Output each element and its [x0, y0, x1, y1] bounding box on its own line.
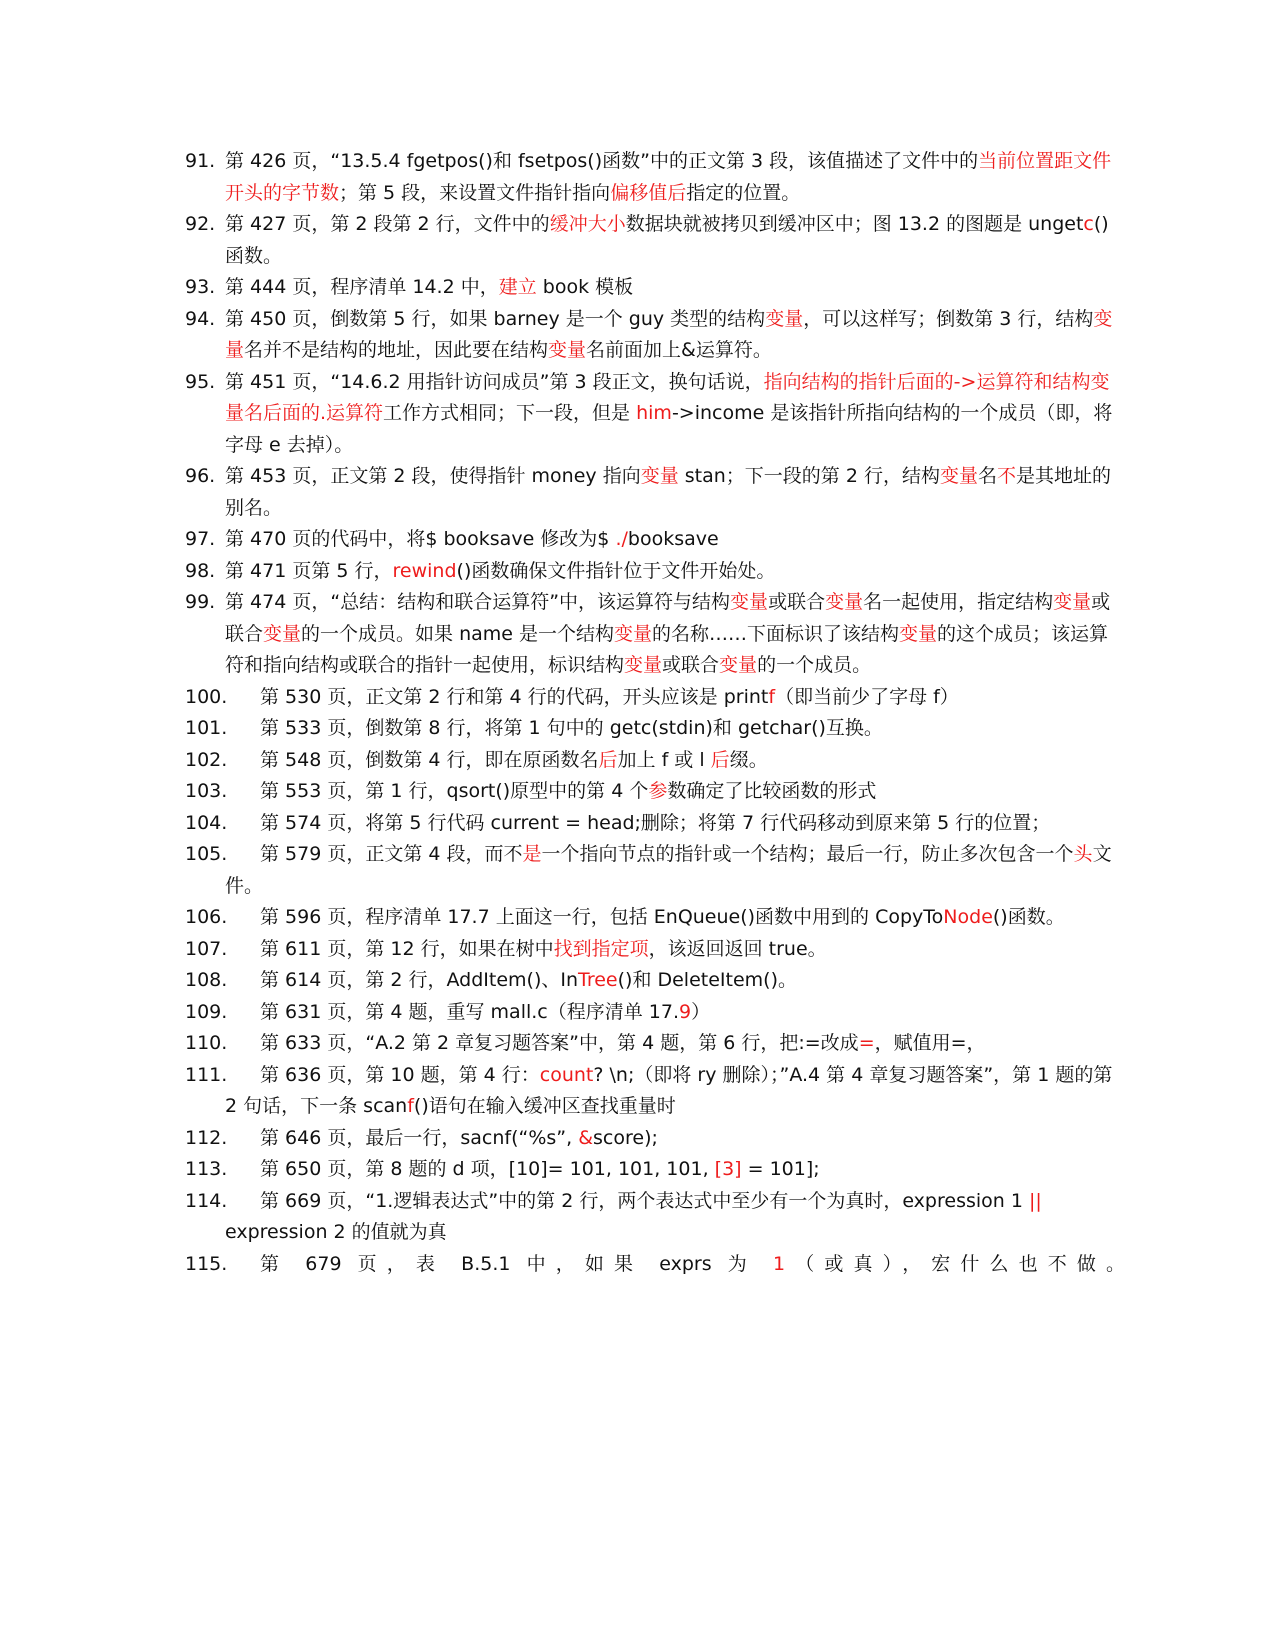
- text-segment: stan；下一段的第 2 行，结构: [678, 465, 940, 487]
- text-segment: ；第 5 段，来设置文件指针指向: [339, 181, 611, 204]
- list-item: [0, 839, 1275, 902]
- text-segment: 第 633 页，“A.2 第 2 章复习题答案”中，第 4 题，第 6 行，把:=改成: [260, 1032, 859, 1054]
- list-item: [0, 965, 1275, 997]
- text-segment: 第 548 页，倒数第 4 行，即在原函数名: [260, 748, 599, 771]
- text-segment: expression 2 的值就为真: [225, 1221, 447, 1243]
- highlighted-text: 偏移值后: [610, 181, 687, 204]
- highlighted-text: f: [768, 685, 776, 708]
- highlighted-text: 变量: [730, 591, 769, 613]
- list-item: [0, 272, 1275, 304]
- highlighted-text: 变量: [765, 307, 804, 330]
- text-segment: 第 574 页，将第 5 行代码 current = head;删除；将第 7 行代码移动到原来第 5 行的位置；: [260, 811, 1051, 834]
- text-segment: 的这个成员；该运算符和指向结构或联合的指针一起使用，标识结构: [225, 622, 1109, 676]
- text-segment: 第 553 页，第 1 行，qsort()原型中的第 4 个: [260, 780, 649, 802]
- highlighted-text: 缓冲大小: [549, 213, 626, 235]
- item-text: [225, 902, 1125, 934]
- item-text: [225, 808, 1125, 840]
- item-text: [225, 272, 1125, 304]
- text-segment: 一个指向节点的指针或一个结构；最后一行，防止多次包含一个: [541, 843, 1074, 865]
- item-number: 104.: [185, 811, 228, 834]
- text-segment: 第 669 页，“1.逻辑表达式”中的第 2 行，两个表达式中至少有一个为真时，expression 1: [260, 1189, 1029, 1212]
- text-segment: 第 679 页，表 B.5.1 中，如果 exprs 为: [260, 1252, 774, 1275]
- item-number: 100.: [185, 685, 228, 708]
- item-number: 114.: [185, 1189, 228, 1212]
- item-text: [225, 461, 1125, 524]
- highlighted-text: 变量: [899, 622, 938, 645]
- item-text: [225, 745, 1125, 777]
- highlighted-text: ./: [615, 528, 628, 550]
- item-text: [225, 304, 1125, 367]
- item-text: [225, 965, 1125, 997]
- item-text: [225, 934, 1125, 966]
- highlighted-text: 后: [598, 748, 618, 771]
- item-text: [225, 209, 1125, 272]
- text-segment: 加上 f 或 l: [617, 748, 711, 771]
- text-segment: 第 530 页，正文第 2 行和第 4 行的代码，开头应该是 print: [260, 685, 769, 708]
- highlighted-text: 变量: [1053, 591, 1092, 613]
- list-item: [0, 682, 1275, 714]
- list-item: [0, 1249, 1275, 1281]
- text-segment: 第 451 页，“14.6.2 用指针访问成员”第 3 段正文，换句话说，: [225, 370, 764, 393]
- text-segment: 第 611 页，第 12 行，如果在树中: [260, 937, 554, 960]
- item-number: 109.: [185, 1000, 228, 1023]
- text-segment: score);: [593, 1126, 658, 1149]
- text-segment: 名: [977, 465, 997, 487]
- text-segment: ()语句在输入缓冲区查找重量时: [413, 1095, 676, 1117]
- text-segment: 第 450 页，倒数第 5 行，如果 barney 是一个 guy 类型的结构: [225, 307, 766, 330]
- highlighted-text: 变量: [225, 307, 1113, 361]
- item-text: [225, 1249, 1125, 1281]
- highlighted-text: ||: [1028, 1189, 1042, 1212]
- list-item: [0, 1154, 1275, 1186]
- highlighted-text: 是: [522, 843, 542, 865]
- item-text: [225, 1186, 1125, 1249]
- item-number: 107.: [185, 937, 228, 960]
- highlighted-text: 参: [648, 780, 668, 802]
- list-item: [0, 587, 1275, 682]
- item-text: [225, 997, 1125, 1029]
- highlighted-text: rewind: [392, 559, 457, 582]
- highlighted-text: 指向结构的指针后面的->运算符和结构变量名后面的.运算符: [225, 370, 1110, 424]
- highlighted-text: &: [578, 1126, 594, 1149]
- list-item: [0, 1060, 1275, 1123]
- text-segment: ->income 是该指针所指向结构的一个成员（即，将字母 e 去掉）。: [225, 402, 1113, 456]
- text-segment: ? \n;（即将 ry 删除）；”A.4 第 4 章复习题答案”，第 1 题的第 2 句话，下一条 scan: [225, 1063, 1113, 1117]
- list-item: [0, 997, 1275, 1029]
- list-item: [0, 146, 1275, 209]
- list-item: [0, 209, 1275, 272]
- highlighted-text: count: [539, 1063, 594, 1086]
- text-segment: 第 579 页，正文第 4 段，而不: [260, 843, 523, 865]
- list-item: [0, 1028, 1275, 1060]
- highlighted-text: 变量: [939, 465, 978, 487]
- item-text: [225, 524, 1125, 556]
- highlighted-text: 9: [679, 1000, 692, 1023]
- item-number: 105.: [185, 843, 228, 865]
- text-segment: 是其地址的别名。: [225, 465, 1112, 519]
- item-text: [225, 146, 1125, 209]
- item-text: [225, 839, 1125, 902]
- item-number: 95.: [185, 370, 216, 393]
- item-number: 97.: [185, 528, 216, 550]
- text-segment: 缀。: [729, 748, 768, 771]
- list-item: [0, 524, 1275, 556]
- text-segment: 第 614 页，第 2 行，AddItem()、In: [260, 969, 579, 991]
- item-text: [225, 1154, 1125, 1186]
- highlighted-text: 变量: [719, 654, 758, 676]
- highlighted-text: Tree: [578, 969, 618, 991]
- text-segment: 第 636 页，第 10 题，第 4 行：: [260, 1063, 540, 1086]
- text-segment: ()函数确保文件指针位于文件开始处。: [456, 559, 776, 582]
- item-number: 115.: [185, 1252, 228, 1275]
- item-text: [225, 776, 1125, 808]
- text-segment: 第 474 页，“总结：结构和联合运算符”中，该运算符与结构: [225, 591, 731, 613]
- item-number: 94.: [185, 307, 216, 330]
- highlighted-text: 建立: [498, 276, 537, 298]
- highlighted-text: Node: [943, 906, 993, 928]
- item-number: 101.: [185, 717, 228, 739]
- highlighted-text: 找到指定项: [553, 937, 649, 960]
- item-number: 98.: [185, 559, 216, 582]
- text-segment: book 模板: [536, 276, 634, 298]
- item-text: [225, 682, 1125, 714]
- item-number: 113.: [185, 1158, 228, 1180]
- item-number: 112.: [185, 1126, 228, 1149]
- highlighted-text: 变量: [263, 622, 302, 645]
- highlighted-text: 头: [1073, 843, 1093, 865]
- list-item: [0, 461, 1275, 524]
- text-segment: 名并不是结构的地址，因此要在结构: [244, 339, 549, 361]
- text-segment: ()函数。: [225, 213, 1109, 267]
- item-text: [225, 367, 1125, 462]
- text-segment: 的一个成员。如果 name 是一个结构: [301, 622, 614, 645]
- item-number: 99.: [185, 591, 216, 613]
- list-item: [0, 934, 1275, 966]
- highlighted-text: c: [1083, 213, 1094, 235]
- highlighted-text: 后: [710, 748, 730, 771]
- text-segment: （或真），宏什么也不做。: [785, 1252, 1125, 1275]
- list-item: [0, 367, 1275, 462]
- list-item: [0, 713, 1275, 745]
- item-number: 106.: [185, 906, 228, 928]
- text-segment: 指定的位置。: [686, 181, 801, 204]
- highlighted-text: 不: [997, 465, 1017, 487]
- item-text: [225, 1060, 1125, 1123]
- item-number: 103.: [185, 780, 228, 802]
- text-segment: 第 471 页第 5 行，: [225, 559, 393, 582]
- text-segment: 第 646 页，最后一行，sacnf(“%s”,: [260, 1126, 579, 1149]
- item-number: 96.: [185, 465, 216, 487]
- text-segment: （即当前少了字母 f）: [775, 685, 959, 708]
- highlighted-text: 1: [773, 1252, 786, 1275]
- text-segment: booksave: [627, 528, 719, 550]
- item-number: 102.: [185, 748, 228, 771]
- text-segment: 第 596 页，程序清单 17.7 上面这一行，包括 EnQueue()函数中用到的 CopyTo: [260, 906, 944, 928]
- highlighted-text: 变量: [614, 622, 653, 645]
- text-segment: 第 427 页，第 2 段第 2 行，文件中的: [225, 213, 550, 235]
- text-segment: 名前面加上&运算符。: [586, 339, 772, 361]
- text-segment: ，该返回返回 true。: [648, 937, 827, 960]
- item-number: 91.: [185, 150, 216, 172]
- item-text: [225, 556, 1125, 588]
- text-segment: 第 631 页，第 4 题，重写 mall.c（程序清单 17.: [260, 1000, 680, 1023]
- text-segment: ，可以这样写；倒数第 3 行，结构: [803, 307, 1094, 330]
- text-segment: ()和 DeleteItem()。: [617, 969, 797, 991]
- highlighted-text: =: [858, 1032, 875, 1054]
- highlighted-text: 变量: [548, 339, 587, 361]
- item-number: 108.: [185, 969, 228, 991]
- text-segment: 或联合: [768, 591, 826, 613]
- text-segment: 第 444 页，程序清单 14.2 中，: [225, 276, 499, 298]
- highlighted-text: him: [636, 402, 672, 424]
- text-segment: ）: [691, 1000, 711, 1023]
- item-number: 111.: [185, 1063, 228, 1086]
- list-item: [0, 1186, 1275, 1249]
- text-segment: 或联合: [662, 654, 720, 676]
- list-item: [0, 304, 1275, 367]
- highlighted-text: 变量: [825, 591, 864, 613]
- item-number: 92.: [185, 213, 216, 235]
- text-segment: ，赋值用=，: [874, 1032, 986, 1054]
- text-segment: = 101];: [741, 1158, 820, 1180]
- text-segment: 第 533 页，倒数第 8 行，将第 1 句中的 getc(stdin)和 getchar()互换。: [260, 717, 883, 739]
- text-segment: ()函数。: [992, 906, 1065, 928]
- text-segment: 工作方式相同；下一段，但是: [383, 402, 637, 424]
- list-item: [0, 902, 1275, 934]
- highlighted-text: f: [407, 1095, 414, 1117]
- highlighted-text: [3]: [714, 1158, 742, 1180]
- item-number: 93.: [185, 276, 216, 298]
- list-item: [0, 776, 1275, 808]
- errata-list: [0, 146, 1275, 1280]
- item-text: [225, 713, 1125, 745]
- list-item: [0, 1123, 1275, 1155]
- text-segment: 数据块就被拷贝到缓冲区中；图 13.2 的图题是 unget: [625, 213, 1084, 235]
- text-segment: 或联合: [225, 591, 1111, 645]
- text-segment: 第 453 页，正文第 2 段，使得指针 money 指向: [225, 465, 641, 487]
- text-segment: 数确定了比较函数的形式: [667, 780, 877, 802]
- text-segment: 的一个成员。: [757, 654, 872, 676]
- text-segment: 第 650 页，第 8 题的 d 项，[10]= 101, 101, 101,: [260, 1158, 715, 1180]
- item-text: [225, 587, 1125, 682]
- highlighted-text: 当前位置距文件开头的字节数: [225, 150, 1112, 204]
- item-number: 110.: [185, 1032, 228, 1054]
- text-segment: 第 426 页，“13.5.4 fgetpos()和 fsetpos()函数”中的正文第 3 段，该值描述了文件中的: [225, 150, 979, 172]
- text-segment: 文件。: [225, 843, 1112, 897]
- highlighted-text: 变量: [624, 654, 663, 676]
- item-text: [225, 1028, 1125, 1060]
- list-item: [0, 556, 1275, 588]
- list-item: [0, 808, 1275, 840]
- highlighted-text: 变量: [640, 465, 679, 487]
- list-item: [0, 745, 1275, 777]
- text-segment: 的名称……下面标识了该结构: [652, 622, 900, 645]
- text-segment: 名一起使用，指定结构: [863, 591, 1054, 613]
- item-text: [225, 1123, 1125, 1155]
- text-segment: 第 470 页的代码中，将$ booksave 修改为$: [225, 528, 616, 550]
